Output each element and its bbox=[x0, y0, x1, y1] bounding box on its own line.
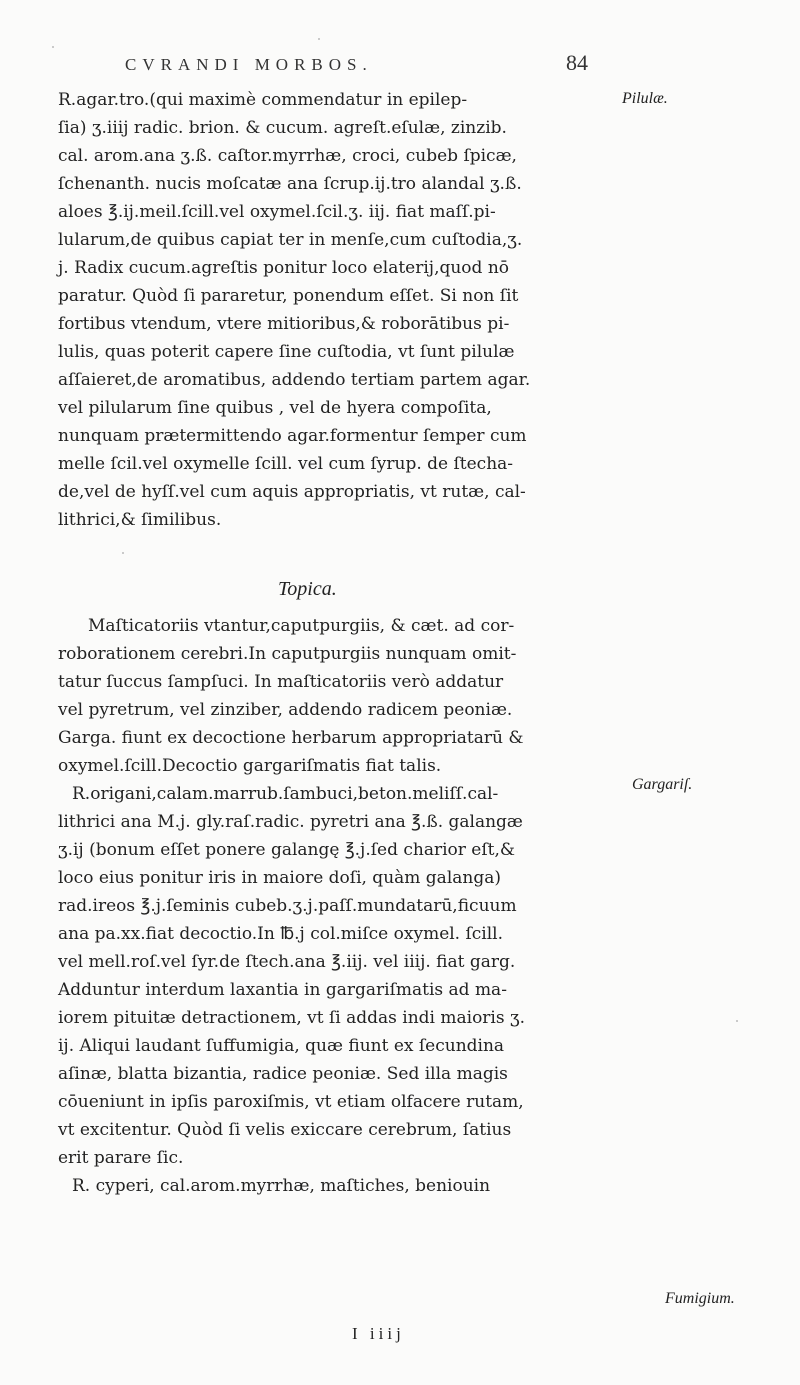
text-line: rad.ireos ℥.j.ſeminis cubeb.ʒ.j.paſſ.mundatarū,ficuum bbox=[58, 896, 517, 916]
text-line: aloes ℥.ij.meil.ſcill.vel oxymel.ſcil.ʒ. iij. fiat maſſ.pi- bbox=[58, 202, 496, 222]
text-line: lularum,de quibus capiat ter in menſe,cum cuſtodia,ʒ. bbox=[58, 230, 523, 250]
text-line: fortibus vtendum, vtere mitioribus,& roborātibus pi- bbox=[58, 314, 510, 334]
text-line: ſchenanth. nucis moſcatæ ana ſcrup.ij.tro alandal ʒ.ß. bbox=[58, 174, 522, 194]
text-line: vel mell.roſ.vel ſyr.de ſtech.ana ℥.iij. vel iiij. fiat garg. bbox=[58, 952, 516, 972]
text-line: Adduntur interdum laxantia in gargariſmatis ad ma- bbox=[58, 980, 507, 1000]
text-line: erit parare ſic. bbox=[58, 1148, 184, 1168]
text-line: Maſticatoriis vtantur,caputpurgiis, & cæt. ad cor- bbox=[88, 616, 515, 636]
text-line: tatur ſuccus ſampſuci. In maſticatoriis verò addatur bbox=[58, 672, 504, 692]
margin-note-pilulae: Pilulæ. bbox=[622, 90, 668, 107]
text-line: cōueniunt in ipſis paroxiſmis, vt etiam olfacere rutam, bbox=[58, 1092, 524, 1112]
text-line: R.agar.tro.(qui maximè commendatur in epilep- bbox=[58, 90, 468, 110]
section-title: Topica. bbox=[278, 578, 337, 600]
margin-note-gargarism: Gargariſ. bbox=[632, 776, 693, 793]
text-line: cal. arom.ana ʒ.ß. caſtor.myrrhæ, croci, cubeb ſpicæ, bbox=[58, 146, 517, 166]
signature-mark: I iiij bbox=[352, 1324, 405, 1343]
text-line: lithrici,& ſimilibus. bbox=[58, 510, 222, 530]
text-line: vel pyretrum, vel zinziber, addendo radicem peoniæ. bbox=[58, 700, 513, 720]
text-line: Garga. fiunt ex decoctione herbarum appropriatarū & bbox=[58, 728, 524, 748]
text-line: lithrici ana M.j. gly.raſ.radic. pyretri ana ℥.ß. galangæ bbox=[58, 812, 523, 832]
paper-speck bbox=[122, 552, 124, 554]
text-line: melle ſcil.vel oxymelle ſcill. vel cum ſyrup. de ſtecha- bbox=[58, 454, 514, 474]
text-line: nunquam prætermittendo agar.formentur ſemper cum bbox=[58, 426, 527, 446]
text-line: ʒ.ij (bonum eſſet ponere galangę ℥.j.ſed charior eſt,& bbox=[58, 840, 516, 860]
running-title: CVRANDI MORBOS. bbox=[125, 55, 373, 74]
text-line: paratur. Quòd ſi pararetur, ponendum eſſet. Si non ſit bbox=[58, 286, 519, 306]
paper-speck bbox=[52, 46, 54, 48]
text-line: aſinæ, blatta bizantia, radice peoniæ. Sed illa magis bbox=[58, 1064, 508, 1084]
text-line: vel pilularum ſine quibus , vel de hyera compoſita, bbox=[58, 398, 492, 418]
text-line: vt excitentur. Quòd ſi velis exiccare cerebrum, ſatius bbox=[58, 1120, 512, 1140]
text-line: lulis, quas poterit capere ſine cuſtodia, vt ſunt pilulæ bbox=[58, 342, 515, 362]
paragraph-topica bbox=[58, 612, 618, 1200]
text-line: loco eius ponitur iris in maiore doſi, quàm galanga) bbox=[58, 868, 501, 888]
paragraph-pills bbox=[58, 86, 618, 534]
text-line: oxymel.ſcill.Decoctio gargariſmatis fiat talis. bbox=[58, 756, 442, 776]
folio-number: 84 bbox=[566, 50, 588, 75]
paper-speck bbox=[318, 38, 320, 40]
text-line: de,vel de hyſſ.vel cum aquis appropriatis, vt rutæ, cal- bbox=[58, 482, 526, 502]
text-line: R. cyperi, cal.arom.myrrhæ, maſtiches, beniouin bbox=[72, 1176, 491, 1196]
text-line: aſſaieret,de aromatibus, addendo tertiam partem agar. bbox=[58, 370, 531, 390]
text-line: R.origani,calam.marrub.ſambuci,beton.meliſſ.cal- bbox=[72, 784, 499, 804]
text-line: ſia) ʒ.iiij radic. brion. & cucum. agreſt.eſulæ, zinzib. bbox=[58, 118, 507, 138]
text-line: j. Radix cucum.agreſtis ponitur loco elaterij,quod nō bbox=[58, 258, 510, 278]
text-line: iorem pituitæ detractionem, vt ſi addas indi maioris ʒ. bbox=[58, 1008, 525, 1028]
text-line: ana pa.xx.fiat decoctio.In ℔.j col.miſce oxymel. ſcill. bbox=[58, 924, 504, 944]
paper-speck bbox=[736, 1020, 738, 1022]
text-line: ij. Aliqui laudant ſuffumigia, quæ fiunt ex ſecundina bbox=[58, 1036, 505, 1056]
margin-note-fumigium: Fumigium. bbox=[665, 1290, 735, 1307]
text-line: roborationem cerebri.In caputpurgiis nunquam omit- bbox=[58, 644, 517, 664]
